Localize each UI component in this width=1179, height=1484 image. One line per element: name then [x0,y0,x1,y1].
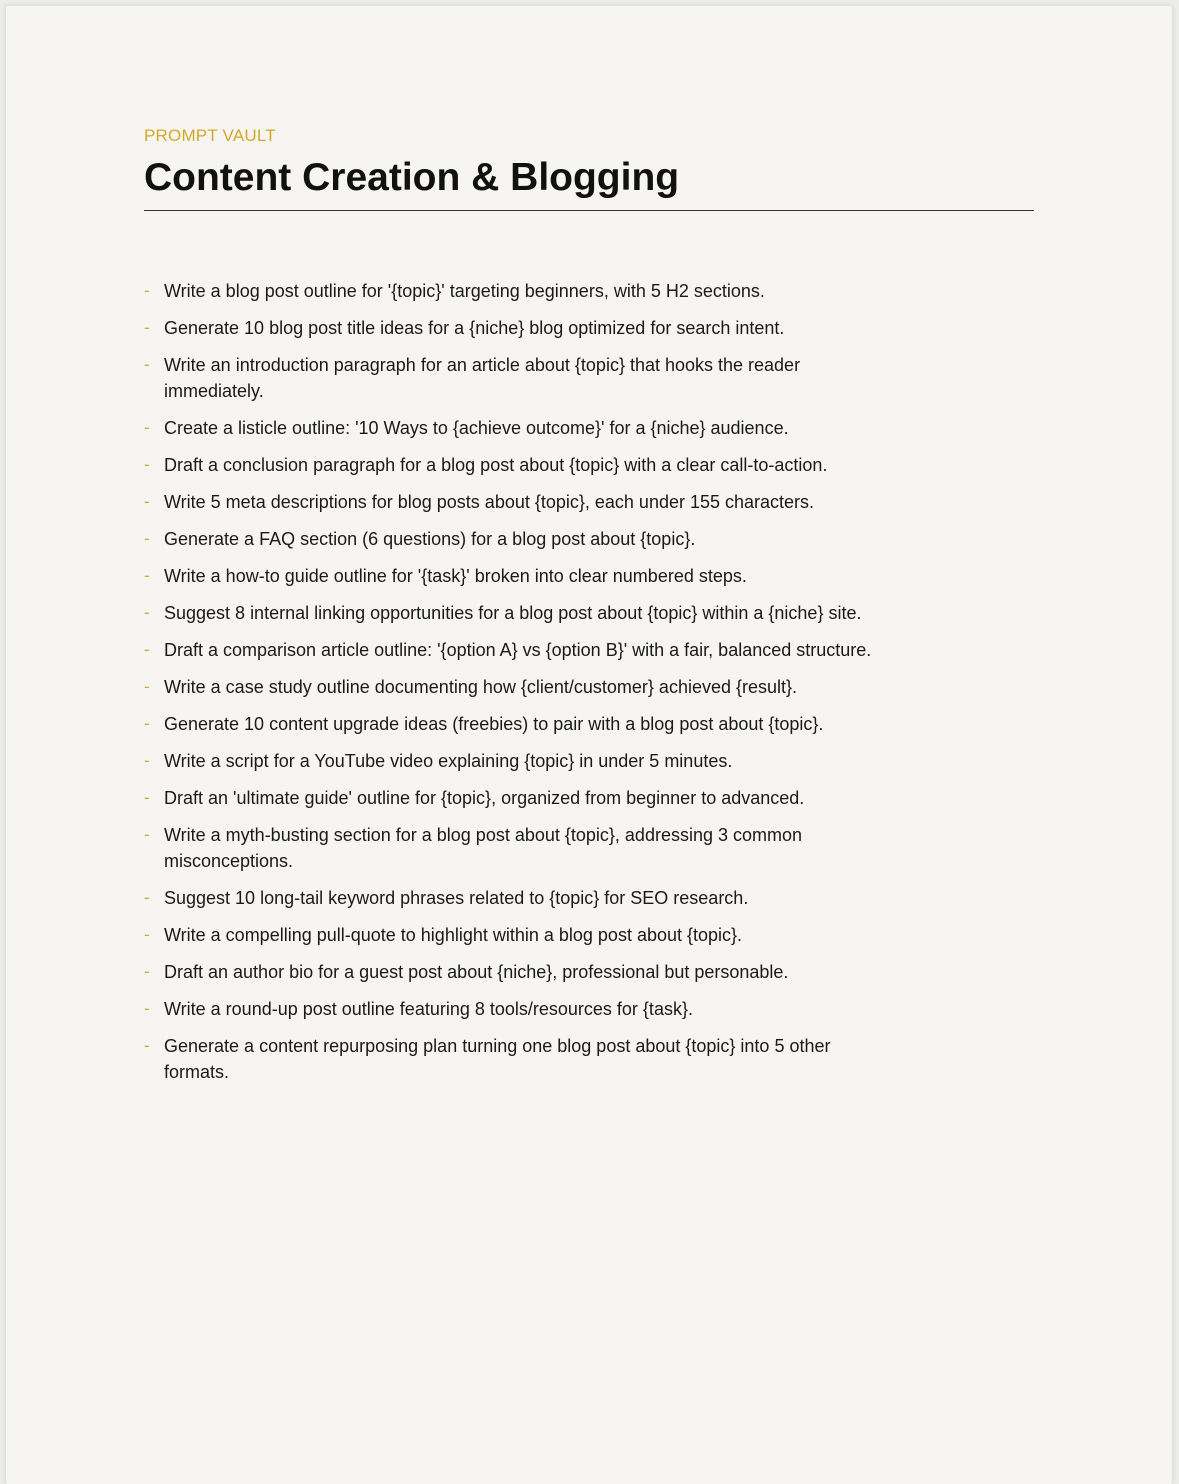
page-title: Content Creation & Blogging [144,156,680,199]
dash-bullet-icon: - [144,1036,150,1055]
prompt-text: Draft a conclusion paragraph for a blog post about {topic} with a clear call-to-action. [164,455,828,475]
prompt-text: Create a listicle outline: '10 Ways to {achieve outcome}' for a {niche} audience. [164,418,789,438]
prompt-text: Generate a content repurposing plan turning one blog post about {topic} into 5 other formats. [164,1036,831,1082]
dash-bullet-icon: - [144,925,150,944]
prompt-item [144,1033,884,1085]
dash-bullet-icon: - [144,418,150,437]
dash-bullet-icon: - [144,566,150,585]
dash-bullet-icon: - [144,603,150,622]
prompt-text: Write a round-up post outline featuring 8 tools/resources for {task}. [164,999,693,1019]
dash-bullet-icon: - [144,455,150,474]
prompt-item [144,600,884,626]
dash-bullet-icon: - [144,714,150,733]
prompt-text: Generate a FAQ section (6 questions) for a blog post about {topic}. [164,529,696,549]
prompt-text: Write a how-to guide outline for '{task}' broken into clear numbered steps. [164,566,747,586]
prompt-item [144,674,884,700]
prompt-item [144,315,884,341]
prompt-text: Write an introduction paragraph for an article about {topic} that hooks the reader immediately. [164,355,801,401]
section-eyebrow: PROMPT VAULT [144,126,276,145]
title-divider [144,210,1034,211]
prompt-item [144,996,884,1022]
dash-bullet-icon: - [144,788,150,807]
dash-bullet-icon: - [144,751,150,770]
dash-bullet-icon: - [144,888,150,907]
dash-bullet-icon: - [144,492,150,511]
prompt-item [144,922,884,948]
prompt-item [144,711,884,737]
dash-bullet-icon: - [144,640,150,659]
prompt-text: Write a compelling pull-quote to highlight within a blog post about {topic}. [164,925,743,945]
prompt-item [144,748,884,774]
prompt-text: Draft a comparison article outline: '{option A} vs {option B}' with a fair, balanced structure. [164,640,872,660]
document-page [6,6,1172,1484]
dash-bullet-icon: - [144,281,150,300]
prompt-text: Generate 10 blog post title ideas for a {niche} blog optimized for search intent. [164,318,785,338]
prompt-text: Write 5 meta descriptions for blog posts about {topic}, each under 155 characters. [164,492,815,512]
prompt-item [144,452,884,478]
prompt-item [144,785,884,811]
dash-bullet-icon: - [144,677,150,696]
prompt-item [144,352,884,404]
prompt-item [144,415,884,441]
prompt-item [144,637,884,663]
prompt-text: Generate 10 content upgrade ideas (freebies) to pair with a blog post about {topic}. [164,714,824,734]
prompt-item [144,278,884,304]
dash-bullet-icon: - [144,355,150,374]
prompt-list [144,278,884,1096]
dash-bullet-icon: - [144,999,150,1018]
prompt-text: Draft an 'ultimate guide' outline for {topic}, organized from beginner to advanced. [164,788,805,808]
prompt-item [144,489,884,515]
prompt-item [144,526,884,552]
prompt-item [144,822,884,874]
dash-bullet-icon: - [144,318,150,337]
prompt-item [144,959,884,985]
prompt-text: Write a script for a YouTube video explaining {topic} in under 5 minutes. [164,751,733,771]
prompt-item [144,885,884,911]
prompt-text: Suggest 10 long-tail keyword phrases related to {topic} for SEO research. [164,888,749,908]
dash-bullet-icon: - [144,962,150,981]
dash-bullet-icon: - [144,825,150,844]
dash-bullet-icon: - [144,529,150,548]
prompt-text: Suggest 8 internal linking opportunities for a blog post about {topic} within a {niche} site. [164,603,862,623]
prompt-item [144,563,884,589]
prompt-text: Draft an author bio for a guest post about {niche}, professional but personable. [164,962,789,982]
prompt-text: Write a blog post outline for '{topic}' targeting beginners, with 5 H2 sections. [164,281,765,301]
prompt-text: Write a case study outline documenting how {client/customer} achieved {result}. [164,677,798,697]
prompt-text: Write a myth-busting section for a blog post about {topic}, addressing 3 common misconceptions. [164,825,803,871]
